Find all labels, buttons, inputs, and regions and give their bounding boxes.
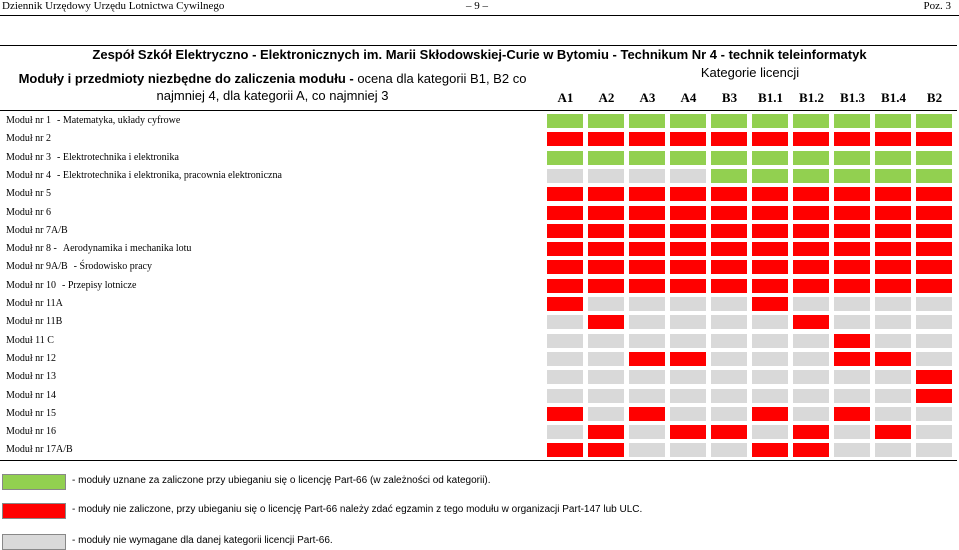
row-label bbox=[6, 423, 56, 441]
subtitle-rest: ocena dla kategorii B1, B2 co bbox=[353, 71, 527, 86]
module-name: Moduł nr 1 bbox=[6, 115, 51, 126]
module-name: Moduł nr 12 bbox=[6, 352, 56, 364]
legend-text: - moduły uznane za zaliczone przy ubieganiu się o licencję Part-66 (w zależności od kategorii). bbox=[72, 475, 491, 486]
status-cell bbox=[628, 388, 666, 404]
status-cell bbox=[710, 278, 748, 294]
status-cell bbox=[792, 296, 830, 312]
status-cell bbox=[792, 168, 830, 184]
status-cell bbox=[751, 223, 789, 239]
status-cell bbox=[751, 388, 789, 404]
status-cell bbox=[915, 424, 953, 440]
column-header-b1-2: B1.2 bbox=[799, 90, 824, 105]
status-cell bbox=[546, 424, 584, 440]
status-cell bbox=[587, 205, 625, 221]
status-cell bbox=[915, 314, 953, 330]
status-cell bbox=[628, 369, 666, 385]
column-header-a1: A1 bbox=[557, 90, 574, 105]
status-cell bbox=[751, 241, 789, 257]
header-page-number: – 9 – bbox=[466, 0, 488, 12]
status-cell bbox=[833, 150, 871, 166]
status-cell bbox=[669, 241, 707, 257]
status-cell bbox=[833, 168, 871, 184]
status-cell bbox=[874, 424, 912, 440]
status-cell bbox=[587, 131, 625, 147]
status-cell bbox=[546, 333, 584, 349]
module-name: Moduł nr 15 bbox=[6, 407, 56, 419]
status-cell bbox=[874, 168, 912, 184]
status-cell bbox=[915, 369, 953, 385]
status-cell bbox=[792, 223, 830, 239]
status-cell bbox=[710, 314, 748, 330]
status-cell bbox=[833, 186, 871, 202]
row-label bbox=[6, 295, 63, 313]
status-cell bbox=[915, 388, 953, 404]
status-cell bbox=[669, 442, 707, 458]
page-header bbox=[0, 0, 959, 14]
module-name: Moduł nr 6 bbox=[6, 206, 51, 218]
status-cell bbox=[710, 150, 748, 166]
status-cell bbox=[546, 186, 584, 202]
status-cell bbox=[833, 442, 871, 458]
status-cell bbox=[792, 113, 830, 129]
module-description: - Matematyka, układy cyfrowe bbox=[57, 115, 181, 126]
status-cell bbox=[587, 333, 625, 349]
module-name: Moduł nr 11A bbox=[6, 298, 63, 309]
status-cell bbox=[792, 131, 830, 147]
status-cell bbox=[587, 223, 625, 239]
module-description: Aerodynamika i mechanika lotu bbox=[62, 243, 192, 255]
status-cell bbox=[751, 369, 789, 385]
row-label bbox=[6, 405, 56, 423]
kategorie-title: Kategorie licencji bbox=[700, 65, 800, 80]
column-header-b1-1: B1.1 bbox=[758, 90, 783, 105]
status-cell bbox=[915, 351, 953, 367]
status-cell bbox=[710, 406, 748, 422]
status-cell bbox=[546, 314, 584, 330]
module-description: - Elektrotechnika i elektronika bbox=[57, 151, 179, 163]
status-cell bbox=[874, 406, 912, 422]
status-cell bbox=[833, 205, 871, 221]
status-cell bbox=[710, 241, 748, 257]
module-name: Moduł nr 8 - bbox=[6, 243, 57, 255]
module-name: Moduł nr 9A/B bbox=[6, 261, 68, 273]
status-cell bbox=[833, 241, 871, 257]
status-cell bbox=[669, 113, 707, 129]
status-cell bbox=[669, 131, 707, 147]
status-cell bbox=[833, 223, 871, 239]
status-cell bbox=[546, 442, 584, 458]
table-subtitle bbox=[0, 70, 545, 104]
status-cell bbox=[792, 442, 830, 458]
module-name: Moduł nr 3 bbox=[6, 151, 51, 163]
status-cell bbox=[874, 205, 912, 221]
status-cell bbox=[669, 259, 707, 275]
status-cell bbox=[833, 351, 871, 367]
status-cell bbox=[915, 131, 953, 147]
status-cell bbox=[628, 314, 666, 330]
legend-swatch bbox=[2, 534, 66, 550]
status-cell bbox=[628, 278, 666, 294]
status-cell bbox=[874, 369, 912, 385]
module-name: Moduł nr 11B bbox=[6, 316, 63, 328]
row-label bbox=[6, 130, 51, 148]
status-cell bbox=[915, 241, 953, 257]
status-cell bbox=[751, 406, 789, 422]
status-cell bbox=[874, 241, 912, 257]
status-cell bbox=[874, 442, 912, 458]
module-name: Moduł nr 2 bbox=[6, 133, 51, 145]
status-cell bbox=[669, 333, 707, 349]
status-cell bbox=[915, 205, 953, 221]
status-cell bbox=[628, 351, 666, 367]
status-cell bbox=[628, 168, 666, 184]
status-cell bbox=[587, 388, 625, 404]
status-cell bbox=[628, 424, 666, 440]
status-cell bbox=[710, 223, 748, 239]
legend-text: - moduły nie zaliczone, przy ubieganiu się o licencję Part-66 należy zdać egzamin z tego modułu w organizacji Part-147 lub ULC. bbox=[72, 504, 643, 515]
status-cell bbox=[710, 369, 748, 385]
status-cell bbox=[874, 150, 912, 166]
status-cell bbox=[587, 314, 625, 330]
row-label bbox=[6, 112, 180, 130]
status-cell bbox=[546, 351, 584, 367]
status-cell bbox=[628, 131, 666, 147]
status-cell bbox=[710, 259, 748, 275]
row-label bbox=[6, 222, 68, 240]
status-cell bbox=[546, 259, 584, 275]
status-cell bbox=[792, 388, 830, 404]
status-cell bbox=[874, 388, 912, 404]
status-cell bbox=[833, 259, 871, 275]
module-name: Moduł nr 13 bbox=[6, 371, 56, 383]
status-cell bbox=[710, 296, 748, 312]
status-cell bbox=[628, 333, 666, 349]
status-cell bbox=[546, 168, 584, 184]
row-label bbox=[6, 332, 54, 350]
column-header-b3: B3 bbox=[721, 90, 738, 105]
status-cell bbox=[546, 131, 584, 147]
row-label bbox=[6, 441, 73, 459]
status-cell bbox=[792, 369, 830, 385]
status-cell bbox=[874, 296, 912, 312]
status-cell bbox=[669, 168, 707, 184]
row-label bbox=[6, 350, 56, 368]
legend-text: - moduły nie wymagane dla danej kategorii licencji Part-66. bbox=[72, 535, 333, 546]
status-cell bbox=[669, 424, 707, 440]
status-cell bbox=[915, 223, 953, 239]
status-cell bbox=[710, 168, 748, 184]
status-cell bbox=[669, 278, 707, 294]
header-separator bbox=[0, 110, 957, 111]
status-cell bbox=[751, 351, 789, 367]
status-cell bbox=[874, 113, 912, 129]
status-cell bbox=[792, 351, 830, 367]
status-cell bbox=[669, 205, 707, 221]
status-cell bbox=[915, 296, 953, 312]
status-cell bbox=[587, 241, 625, 257]
status-cell bbox=[751, 259, 789, 275]
status-cell bbox=[546, 278, 584, 294]
status-cell bbox=[710, 333, 748, 349]
status-cell bbox=[628, 259, 666, 275]
status-cell bbox=[587, 442, 625, 458]
row-label bbox=[6, 387, 56, 405]
status-cell bbox=[792, 278, 830, 294]
status-cell bbox=[628, 296, 666, 312]
status-cell bbox=[792, 314, 830, 330]
status-cell bbox=[792, 186, 830, 202]
status-cell bbox=[751, 314, 789, 330]
row-label bbox=[6, 149, 179, 167]
status-cell bbox=[710, 388, 748, 404]
status-cell bbox=[751, 150, 789, 166]
status-cell bbox=[792, 259, 830, 275]
status-cell bbox=[546, 369, 584, 385]
status-cell bbox=[915, 259, 953, 275]
module-name: Moduł nr 7A/B bbox=[6, 224, 68, 236]
column-header-b1-4: B1.4 bbox=[881, 90, 906, 105]
status-cell bbox=[833, 333, 871, 349]
status-cell bbox=[833, 424, 871, 440]
status-cell bbox=[710, 113, 748, 129]
subtitle-line2: najmniej 4, dla kategorii A, co najmniej 3 bbox=[156, 88, 389, 103]
status-cell bbox=[587, 150, 625, 166]
status-cell bbox=[915, 278, 953, 294]
status-cell bbox=[792, 406, 830, 422]
status-cell bbox=[792, 424, 830, 440]
status-cell bbox=[669, 388, 707, 404]
module-name: Moduł nr 14 bbox=[6, 389, 56, 401]
status-cell bbox=[792, 241, 830, 257]
legend-swatch bbox=[2, 474, 66, 490]
status-cell bbox=[587, 351, 625, 367]
status-cell bbox=[628, 241, 666, 257]
status-cell bbox=[546, 296, 584, 312]
status-cell bbox=[710, 442, 748, 458]
status-cell bbox=[628, 442, 666, 458]
status-cell bbox=[669, 186, 707, 202]
module-description: - Przepisy lotnicze bbox=[62, 279, 137, 291]
status-cell bbox=[669, 150, 707, 166]
header-left: Dziennik Urzędowy Urzędu Lotnictwa Cywilnego bbox=[2, 0, 225, 12]
module-name: Moduł nr 5 bbox=[6, 188, 51, 200]
status-cell bbox=[833, 406, 871, 422]
status-cell bbox=[874, 333, 912, 349]
module-name: Moduł nr 4 bbox=[6, 169, 51, 181]
subtitle-bold: Moduły i przedmioty niezbędne do zaliczenia modułu - bbox=[18, 71, 354, 86]
status-cell bbox=[874, 351, 912, 367]
column-header-a2: A2 bbox=[598, 90, 615, 105]
status-cell bbox=[751, 186, 789, 202]
status-cell bbox=[546, 150, 584, 166]
status-cell bbox=[751, 131, 789, 147]
module-description: - Elektrotechnika i elektronika, pracownia elektroniczna bbox=[57, 169, 282, 181]
table-bottom-rule bbox=[0, 460, 957, 461]
status-cell bbox=[874, 278, 912, 294]
column-header-b1-3: B1.3 bbox=[840, 90, 865, 105]
status-cell bbox=[669, 296, 707, 312]
status-cell bbox=[915, 150, 953, 166]
status-cell bbox=[751, 442, 789, 458]
status-cell bbox=[792, 150, 830, 166]
status-cell bbox=[587, 424, 625, 440]
status-cell bbox=[874, 223, 912, 239]
status-cell bbox=[915, 186, 953, 202]
status-cell bbox=[546, 241, 584, 257]
status-cell bbox=[546, 205, 584, 221]
status-cell bbox=[833, 278, 871, 294]
status-cell bbox=[833, 131, 871, 147]
status-cell bbox=[915, 113, 953, 129]
status-cell bbox=[751, 424, 789, 440]
status-cell bbox=[915, 406, 953, 422]
column-header-a3: A3 bbox=[639, 90, 656, 105]
status-cell bbox=[628, 205, 666, 221]
status-cell bbox=[587, 259, 625, 275]
status-cell bbox=[751, 278, 789, 294]
status-cell bbox=[546, 388, 584, 404]
status-cell bbox=[833, 314, 871, 330]
status-cell bbox=[628, 113, 666, 129]
status-cell bbox=[915, 442, 953, 458]
row-label bbox=[6, 240, 191, 258]
status-cell bbox=[792, 205, 830, 221]
status-cell bbox=[628, 150, 666, 166]
status-cell bbox=[915, 168, 953, 184]
row-label bbox=[6, 258, 152, 276]
row-label bbox=[6, 313, 62, 331]
status-cell bbox=[669, 223, 707, 239]
status-cell bbox=[587, 369, 625, 385]
row-label bbox=[6, 277, 136, 295]
status-cell bbox=[669, 369, 707, 385]
status-cell bbox=[587, 186, 625, 202]
module-name: Moduł nr 10 bbox=[6, 279, 56, 291]
status-cell bbox=[874, 259, 912, 275]
status-cell bbox=[669, 314, 707, 330]
row-label bbox=[6, 368, 56, 386]
status-cell bbox=[710, 131, 748, 147]
status-cell bbox=[751, 113, 789, 129]
row-label bbox=[6, 204, 51, 222]
module-description: - Środowisko pracy bbox=[73, 261, 152, 273]
status-cell bbox=[833, 388, 871, 404]
status-cell bbox=[874, 314, 912, 330]
status-cell bbox=[587, 296, 625, 312]
status-cell bbox=[669, 406, 707, 422]
status-cell bbox=[587, 278, 625, 294]
status-cell bbox=[792, 333, 830, 349]
status-cell bbox=[546, 406, 584, 422]
header-rule bbox=[0, 15, 959, 16]
status-cell bbox=[628, 186, 666, 202]
status-cell bbox=[833, 113, 871, 129]
status-cell bbox=[833, 369, 871, 385]
status-cell bbox=[628, 406, 666, 422]
status-cell bbox=[710, 205, 748, 221]
column-headers bbox=[545, 90, 955, 106]
status-cell bbox=[669, 351, 707, 367]
status-cell bbox=[751, 168, 789, 184]
status-cell bbox=[710, 351, 748, 367]
module-name: Moduł nr 17A/B bbox=[6, 444, 73, 456]
status-cell bbox=[587, 168, 625, 184]
module-name: Moduł nr 16 bbox=[6, 426, 56, 438]
status-cell bbox=[710, 186, 748, 202]
status-cell bbox=[710, 424, 748, 440]
school-title: Zespół Szkół Elektryczno - Elektronicznych im. Marii Skłodowskiej-Curie w Bytomiu - Technikum Nr 4 - technik teleinformatyk bbox=[92, 47, 867, 62]
status-cell bbox=[546, 113, 584, 129]
status-cell bbox=[833, 296, 871, 312]
status-cell bbox=[915, 333, 953, 349]
status-cell bbox=[874, 186, 912, 202]
status-cell bbox=[874, 131, 912, 147]
status-cell bbox=[587, 406, 625, 422]
row-label bbox=[6, 185, 51, 203]
header-position: Poz. 3 bbox=[923, 0, 951, 12]
status-cell bbox=[751, 205, 789, 221]
status-cell bbox=[587, 113, 625, 129]
status-cell bbox=[751, 296, 789, 312]
status-cell bbox=[628, 223, 666, 239]
module-name: Moduł 11 C bbox=[6, 334, 54, 346]
column-header-a4: A4 bbox=[680, 90, 697, 105]
status-cell bbox=[751, 333, 789, 349]
row-label bbox=[6, 167, 282, 185]
column-header-b2: B2 bbox=[926, 90, 943, 105]
status-cell bbox=[546, 223, 584, 239]
legend-swatch bbox=[2, 503, 66, 519]
